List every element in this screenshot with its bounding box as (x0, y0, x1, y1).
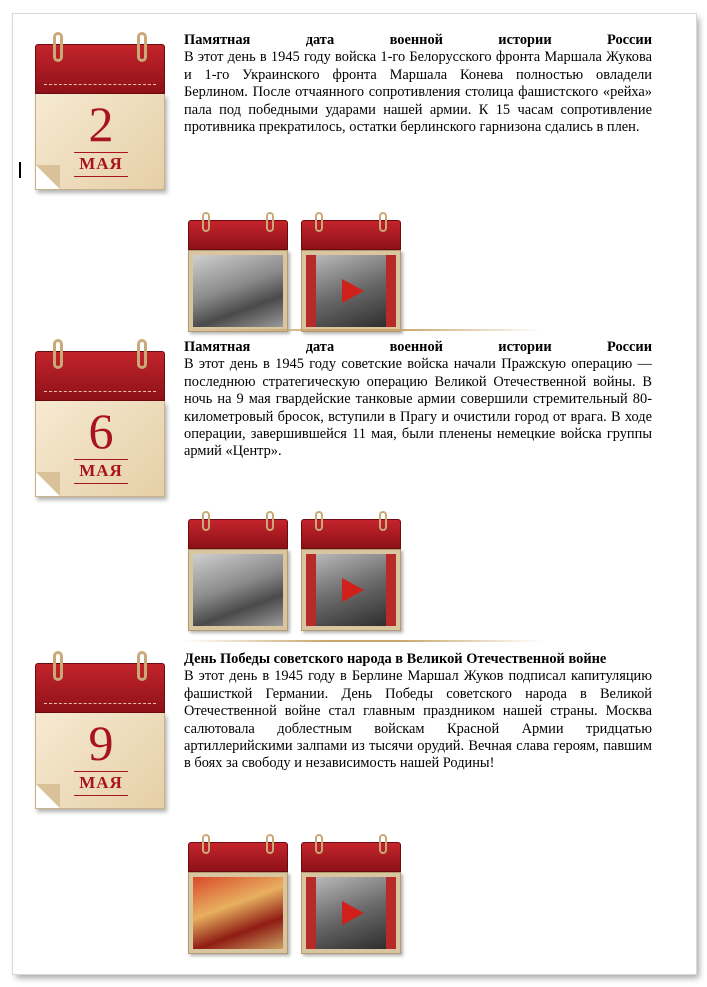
calendar-month: МАЯ (79, 773, 123, 792)
photo-thumbnail (193, 255, 283, 327)
calendar-month: МАЯ (79, 461, 123, 480)
entry-body: В этот день в 1945 году советские войска начали Пражскую операцию — последнюю стратегическую операцию Великой Отечественной войны. В ночь на 9 мая гвардейские танковые армии совершили стремительный 80-километровый бросок, вступили в Прагу и очистили город от врага. В ходе операции, завершившейся 11 мая, были пленены немецкие войска группы армий «Центр». (184, 356, 652, 460)
entry-body: В этот день в 1945 году войска 1-го Белорусского фронта Маршала Жукова и 1-го Украинского фронта Маршала Конева полностью овладели Берлином. После отчаянного сопротивления столица фашистского «рейха» пала под победными ударами нашей армии. К 15 часам сопротивление противника прекратилось, остатки берлинского гарнизона сдались в плен. (184, 49, 652, 136)
photo-calendar-icon[interactable] (188, 212, 288, 334)
entry-text[interactable] (184, 651, 652, 773)
calendar-day: 9 (88, 715, 114, 771)
play-icon (342, 578, 364, 602)
photo-calendar-icon[interactable] (188, 834, 288, 956)
play-icon (342, 901, 364, 925)
photo-thumbnail (193, 877, 283, 949)
entry-body: В этот день в 1945 году в Берлине Маршал Жуков подписал капитуляцию фашисткой Германии. День Победы советского народа в Великой Отечественной войне стал главным праздником нашей страны. Москва салютовала доблестным войскам Красной Армии тридцатью артиллерийскими залпами из тысячи орудий. Вечная слава героям, павшим в боях за свободу и независимость нашей Родины! (184, 668, 652, 772)
entry-title: День Победы советского народа в Великой Отечественной войне (184, 651, 607, 667)
photo-thumbnail (193, 554, 283, 626)
video-calendar-icon[interactable] (301, 511, 401, 633)
calendar-month: МАЯ (79, 154, 123, 173)
entry-title: Памятная дата военной истории России (184, 32, 652, 48)
photo-calendar-icon[interactable] (188, 511, 288, 633)
play-icon (342, 279, 364, 303)
calendar-day: 6 (88, 403, 114, 459)
entry-title: Памятная дата военной истории России (184, 339, 652, 355)
document-page (13, 14, 696, 974)
calendar-date-icon (35, 339, 165, 497)
film-strip (306, 255, 396, 327)
entry-text[interactable] (184, 339, 652, 461)
video-calendar-icon[interactable] (301, 834, 401, 956)
video-calendar-icon[interactable] (301, 212, 401, 334)
calendar-date-icon (35, 32, 165, 190)
divider (183, 329, 543, 331)
divider (183, 640, 543, 642)
calendar-date-icon (35, 651, 165, 809)
text-cursor (19, 162, 21, 178)
film-strip (306, 554, 396, 626)
film-strip (306, 877, 396, 949)
calendar-day: 2 (88, 96, 114, 152)
entry-text[interactable] (184, 32, 652, 136)
